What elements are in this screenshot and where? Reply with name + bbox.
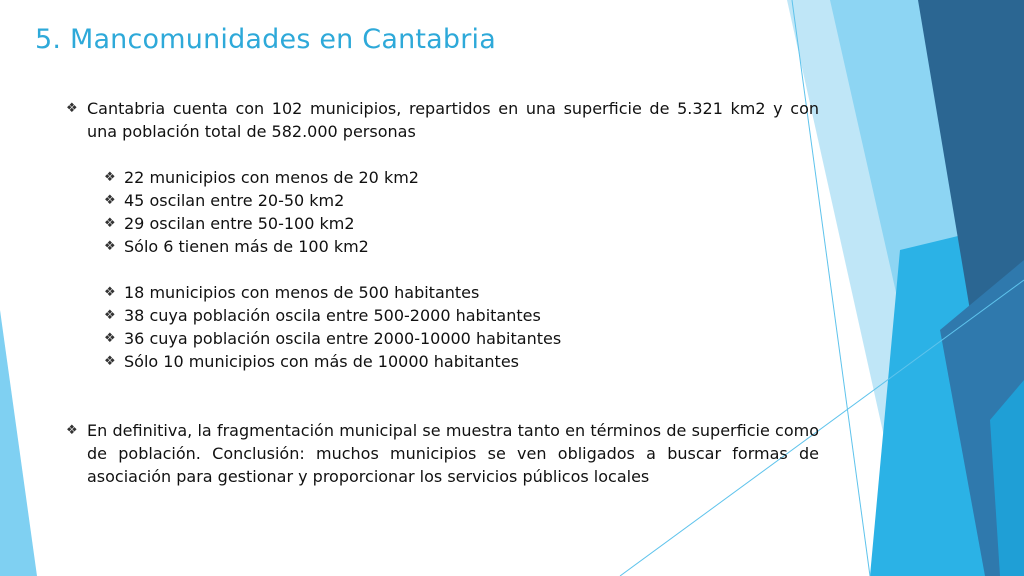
- intro-text: Cantabria cuenta con 102 municipios, repartidos en una superficie de 5.321 km2 y con una población total de 582.000 personas: [87, 99, 819, 141]
- population-item: ❖ Sólo 10 municipios con más de 10000 habitantes: [104, 352, 519, 371]
- diamond-bullet-icon: ❖: [104, 239, 116, 254]
- conclusion-text: En definitiva, la fragmentación municipal se muestra tanto en términos de superficie como de población. Conclusión: muchos municipios se ven obligados a buscar formas de asociación para gestionar y proporcionar los servicios públicos locales: [87, 421, 819, 486]
- diamond-bullet-icon: ❖: [104, 331, 116, 346]
- diamond-bullet-icon: ❖: [104, 285, 116, 300]
- surface-item: ❖ 29 oscilan entre 50-100 km2: [104, 214, 355, 233]
- diamond-bullet-icon: ❖: [104, 193, 116, 208]
- slide-title: 5. Mancomunidades en Cantabria: [35, 24, 497, 55]
- diamond-bullet-icon: ❖: [104, 170, 116, 185]
- population-item: ❖ 38 cuya población oscila entre 500-2000 habitantes: [104, 306, 541, 325]
- surface-item: ❖ 22 municipios con menos de 20 km2: [104, 168, 419, 187]
- slide-content: [66, 97, 819, 488]
- intro-bullet: [66, 97, 819, 143]
- diamond-bullet-icon: ❖: [66, 423, 78, 438]
- diamond-bullet-icon: ❖: [104, 354, 116, 369]
- conclusion-bullet: [66, 419, 819, 488]
- diamond-bullet-icon: ❖: [66, 101, 78, 116]
- population-item: ❖ 18 municipios con menos de 500 habitantes: [104, 283, 480, 302]
- surface-item: ❖ 45 oscilan entre 20-50 km2: [104, 191, 345, 210]
- diamond-bullet-icon: ❖: [104, 308, 116, 323]
- diamond-bullet-icon: ❖: [104, 216, 116, 231]
- left-accent-bar: [0, 310, 37, 576]
- surface-item: ❖ Sólo 6 tienen más de 100 km2: [104, 237, 369, 256]
- population-item: ❖ 36 cuya población oscila entre 2000-10000 habitantes: [104, 329, 562, 348]
